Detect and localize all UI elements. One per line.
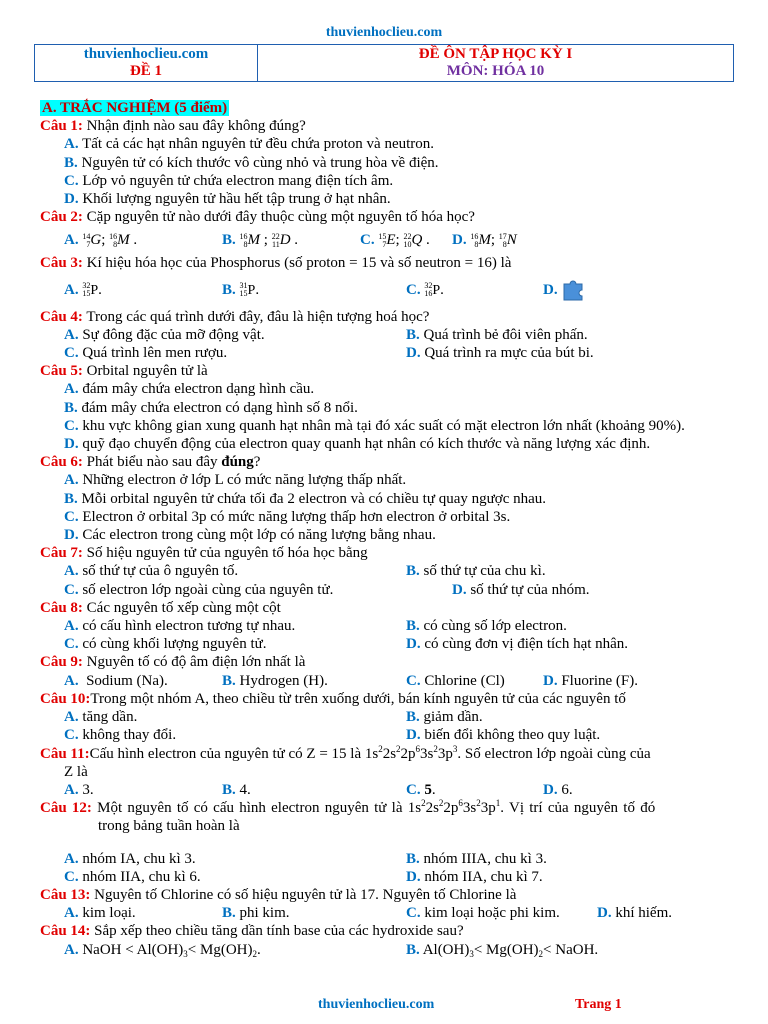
q9-option-d[interactable]	[543, 672, 638, 690]
q6-number: Câu 6:	[40, 454, 83, 471]
label-d: D.	[406, 636, 421, 653]
label-c: C.	[64, 581, 79, 598]
section-title-line	[40, 99, 724, 117]
question-5	[40, 362, 724, 380]
q14-option-b[interactable]: B. $Al(OH)_3< Mg(OH)_2<$ NaOH.	[406, 941, 599, 959]
q3-number: Câu 3:	[40, 255, 83, 272]
q12-option-c[interactable]	[64, 869, 201, 885]
q7-row-1	[40, 562, 724, 580]
option-text: phi kim.	[239, 905, 290, 922]
q10-option-c[interactable]	[64, 727, 176, 743]
q1-option-c[interactable]	[40, 172, 724, 190]
option-text: kim loại hoặc phi kim.	[424, 905, 560, 922]
label-d: D.	[597, 905, 612, 922]
label-a: A.	[64, 136, 79, 153]
label-b: B.	[406, 563, 420, 580]
q14-number: Câu 14:	[40, 923, 91, 940]
label-c: C.	[406, 281, 421, 298]
label-a: A.	[64, 563, 79, 580]
q5-option-a[interactable]	[40, 380, 724, 398]
question-2	[40, 208, 724, 226]
option-text: Mỗi orbital nguyên tử chứa tối đa 2 electron và có chiều tự quay ngược nhau.	[81, 490, 547, 507]
option-text: Những electron ở lớp L có mức năng lượng thấp nhất.	[82, 472, 407, 489]
option-text: số thứ tự của ô nguyên tố.	[82, 563, 239, 580]
q4-option-d[interactable]	[406, 344, 594, 362]
option-text: Sodium (Na).	[86, 672, 168, 689]
label-a: A.	[64, 941, 79, 958]
q12-row-1	[40, 850, 724, 868]
q6-text: Phát biểu nào sau đây	[86, 454, 218, 471]
q7-option-c[interactable]	[64, 582, 333, 598]
question-12: Câu 12: Một nguyên tố có cấu hình electron nguyên tử là $1s^22s^22p^63s^23p^1$. Vị trí của nguyên tố đó	[40, 798, 656, 817]
q9-number: Câu 9:	[40, 654, 83, 671]
header-de: ĐỀ 1	[129, 63, 163, 79]
label-c: C.	[64, 417, 79, 434]
option-text: đám mây chứa electron dạng hình cầu.	[82, 381, 315, 398]
option-text: Electron ở orbital 3p có mức năng lượng thấp hơn electron ở orbital 3s.	[82, 508, 511, 525]
option-text: Hydrogen (H).	[239, 672, 328, 689]
header-right	[258, 45, 734, 82]
header-title: ĐỀ ÔN TẬP HỌC KỲ I	[418, 46, 573, 62]
q4-option-a[interactable]	[64, 327, 265, 343]
label-d: D.	[406, 868, 421, 885]
option-text: Sự đông đặc của mỡ động vật.	[82, 326, 265, 343]
label-d: D.	[543, 672, 558, 689]
option-text: 3.	[82, 781, 94, 798]
label-b: B.	[222, 281, 236, 298]
label-a: A.	[64, 905, 79, 922]
label-a: A.	[64, 472, 79, 489]
q4-number: Câu 4:	[40, 308, 83, 325]
q1-option-d[interactable]	[40, 190, 724, 208]
q3-option-c[interactable]: C. 32 16 P.	[406, 281, 444, 299]
q8-row-2	[40, 635, 724, 653]
label-a: A.	[64, 850, 79, 867]
label-a: A.	[64, 618, 79, 635]
q11-option-a[interactable]	[64, 782, 94, 798]
label-c: C.	[406, 905, 421, 922]
q11-options	[40, 781, 724, 799]
q3-text: Kí hiệu hóa học của Phosphorus (số proton = 15 và số neutron = 16) là	[86, 255, 512, 272]
question-1	[40, 117, 724, 135]
option-text: số electron lớp ngoài cùng của nguyên tử.	[82, 581, 334, 598]
q6-option-b[interactable]	[40, 490, 724, 508]
q13-option-b[interactable]	[222, 904, 290, 922]
label-b: B.	[222, 672, 236, 689]
q8-row-1	[40, 617, 724, 635]
q2-option-c[interactable]: C. 15 7 E; 22 10 Q .	[360, 231, 430, 249]
q5-option-c[interactable]	[40, 417, 724, 435]
q12-option-d[interactable]	[406, 868, 543, 886]
q11-option-b[interactable]	[222, 781, 251, 799]
q2-option-a[interactable]: A. 14 7 G; 16 8 M .	[64, 231, 138, 249]
q12-option-a[interactable]	[64, 851, 196, 867]
option-text: số thứ tự của chu kì.	[423, 563, 546, 580]
exam-content	[40, 99, 724, 959]
option-text: không thay đổi.	[82, 727, 177, 744]
q3-option-a[interactable]: A. 32 15 P.	[64, 281, 102, 299]
question-8	[40, 599, 724, 617]
question-3	[40, 254, 724, 272]
option-text: nhóm IIA, chu kì 6.	[82, 868, 201, 885]
q8-option-c[interactable]	[64, 636, 267, 652]
q10-option-b[interactable]	[406, 708, 483, 726]
option-text: Fluorine (F).	[561, 672, 639, 689]
footer-site: thuvienhoclieu.com	[318, 997, 435, 1012]
label-b: B.	[64, 399, 78, 416]
q4-option-b[interactable]	[406, 326, 588, 344]
question-7	[40, 544, 724, 562]
q10-number: Câu 10:	[40, 690, 91, 707]
q6-option-d[interactable]	[40, 526, 724, 544]
option-text: Quá trình bẻ đôi viên phấn.	[423, 326, 588, 343]
q6-text-end: ?	[253, 454, 261, 471]
q9-options	[40, 672, 724, 690]
q5-option-b[interactable]	[40, 399, 724, 417]
q4-option-c[interactable]	[64, 345, 227, 361]
question-13	[40, 886, 724, 904]
option-text: có cùng đơn vị điện tích hạt nhân.	[424, 636, 629, 653]
option-text: giảm dần.	[423, 709, 483, 726]
q6-option-c[interactable]	[40, 508, 724, 526]
question-10	[40, 690, 724, 708]
q14-option-a[interactable]: A. NaOH < $Al(OH)_3< Mg(OH)_2$.	[64, 941, 261, 959]
q10-option-a[interactable]	[64, 709, 137, 725]
q2-option-b[interactable]: B. 16 8 M ; 22 11 D .	[222, 231, 299, 249]
q8-option-d[interactable]	[406, 635, 628, 653]
q10-text: Trong một nhóm A, theo chiều từ trên xuống dưới, bán kính nguyên tử của các nguyên tố	[90, 690, 626, 707]
q7-number: Câu 7:	[40, 545, 83, 562]
q14-row-1	[40, 941, 724, 959]
label-d: D.	[406, 345, 421, 362]
label-b: B.	[406, 709, 420, 726]
q12-text-3-line	[40, 817, 724, 835]
label-b: B.	[406, 850, 420, 867]
q8-number: Câu 8:	[40, 599, 83, 616]
q2-options	[40, 226, 724, 254]
footer-page-number: Trang 1	[575, 997, 622, 1012]
q3-options	[40, 273, 724, 308]
q7-row-2	[40, 581, 724, 599]
label-a: A.	[64, 381, 79, 398]
q2-text: Cặp nguyên tử nào dưới đây thuộc cùng một nguyên tố hóa học?	[86, 209, 475, 226]
question-11: Câu 11:Cấu hình electron của nguyên tử có Z = 15 là $1s^22s^22p^63s^23p^3$. Số electron lớp ngoài cùng của	[40, 743, 651, 762]
q12-text-3: trong bảng tuần hoàn là	[98, 818, 240, 835]
question-9	[40, 653, 724, 671]
label-c: C.	[64, 345, 79, 362]
label-d: D.	[452, 232, 467, 249]
option-text: có cùng khối lượng nguyên tử.	[82, 636, 267, 653]
option-text: có cấu hình electron tương tự nhau.	[82, 618, 296, 635]
label-b: B.	[222, 781, 236, 798]
q5-number: Câu 5:	[40, 363, 83, 380]
q10-row-2	[40, 726, 724, 744]
label-a: A.	[64, 232, 79, 249]
q9-option-a[interactable]	[64, 673, 168, 689]
label-a: A.	[64, 672, 79, 689]
label-a: A.	[64, 281, 79, 298]
section-title: A. TRẮC NGHIỆM (5 điểm)	[42, 100, 228, 116]
option-text: số thứ tự của nhóm.	[470, 581, 590, 598]
label-a: A.	[64, 709, 79, 726]
label-d: D.	[406, 727, 421, 744]
option-text: biến đổi không theo quy luật.	[424, 727, 601, 744]
q9-option-b[interactable]	[222, 672, 328, 690]
label-d: D.	[543, 781, 558, 798]
label-b: B.	[64, 154, 78, 171]
q12-row-2	[40, 868, 724, 886]
q11-text: Cấu hình electron của nguyên tử có Z = 15 là	[89, 745, 362, 762]
q5-text: Orbital nguyên tử là	[86, 363, 208, 380]
q9-option-c[interactable]	[406, 672, 505, 690]
q12-option-b[interactable]	[406, 850, 547, 868]
option-text: Quá trình lên men rượu.	[82, 345, 228, 362]
option-text: nhóm IIA, chu kì 7.	[424, 868, 543, 885]
q8-text: Các nguyên tố xếp cùng một cột	[86, 599, 281, 616]
option-text: 5	[424, 781, 432, 798]
label-d: D.	[64, 527, 79, 544]
q10-option-d[interactable]	[406, 726, 600, 744]
q2-option-d[interactable]: D. 16 8 M; 17 8 N	[452, 231, 517, 249]
q6-option-a[interactable]	[40, 471, 724, 489]
label-b: B.	[406, 618, 420, 635]
q4-row-2	[40, 344, 724, 362]
q1-option-b[interactable]	[40, 154, 724, 172]
q7-text: Số hiệu nguyên tử của nguyên tố hóa học bằng	[86, 545, 368, 562]
q6-text-bold: đúng	[221, 454, 254, 471]
q13-number: Câu 13:	[40, 886, 91, 903]
q8-option-a[interactable]	[64, 618, 295, 634]
label-c: C.	[360, 232, 375, 249]
option-text: nhóm IA, chu kì 3.	[82, 850, 196, 867]
q8-option-b[interactable]	[406, 617, 567, 635]
q7-option-d[interactable]	[452, 581, 590, 599]
label-c: C.	[406, 672, 421, 689]
q2-number: Câu 2:	[40, 209, 83, 226]
header-table	[34, 44, 734, 82]
q13-options	[40, 904, 724, 922]
q11-text-3-line	[40, 763, 724, 781]
q7-option-a[interactable]	[64, 563, 238, 579]
q1-option-a[interactable]	[40, 135, 724, 153]
q11-option-d[interactable]	[543, 781, 573, 799]
q5-option-d[interactable]	[40, 435, 724, 453]
option-text: Tất cả các hạt nhân nguyên tử đều chứa proton và neutron.	[82, 136, 435, 153]
label-d: D.	[64, 436, 79, 453]
option-text: Lớp vỏ nguyên tử chứa electron mang điện tích âm.	[82, 172, 394, 189]
q11-number: Câu 11:	[40, 745, 90, 762]
q13-option-c[interactable]	[406, 904, 560, 922]
label-d: D.	[452, 581, 467, 598]
label-d: D.	[64, 191, 79, 208]
option-text: tăng dần.	[82, 709, 138, 726]
q14-text: Sắp xếp theo chiều tăng dần tính base của các hydroxide sau?	[94, 923, 464, 940]
header-site: thuvienhoclieu.com	[83, 46, 209, 62]
q3-option-d[interactable]	[543, 273, 587, 307]
option-text: 6.	[561, 781, 573, 798]
q4-row-1	[40, 326, 724, 344]
q13-option-d[interactable]	[597, 904, 672, 922]
option-text: có cùng số lớp electron.	[423, 618, 567, 635]
label-c: C.	[64, 172, 79, 189]
label-b: B.	[222, 232, 236, 249]
label-c: C.	[64, 508, 79, 525]
label-d: D.	[543, 281, 558, 298]
question-14	[40, 922, 724, 940]
option-text: khu vực không gian xung quanh hạt nhân mà tại đó xác suất có mặt electron lớn nhất (khoảng 90%).	[82, 417, 685, 434]
header-subject: MÔN: HÓA 10	[446, 63, 545, 79]
label-c: C.	[64, 868, 79, 885]
q9-text: Nguyên tố có độ âm điện lớn nhất là	[86, 654, 306, 671]
missing-image-puzzle-icon	[561, 279, 587, 301]
label-b: B.	[64, 490, 78, 507]
label-b: B.	[406, 326, 420, 343]
q12-text: Một nguyên tố có cấu hình electron nguyên tử là	[97, 800, 403, 817]
option-text: đám mây chứa electron có dạng hình số 8 nổi.	[81, 399, 358, 416]
header-left	[35, 45, 258, 82]
label-a: A.	[64, 326, 79, 343]
label-c: C.	[406, 781, 421, 798]
q4-text: Trong các quá trình dưới đây, đâu là hiện tượng hoá học?	[86, 308, 430, 325]
option-text: Các electron trong cùng một lớp có năng lượng bằng nhau.	[82, 527, 436, 544]
option-text: nhóm IIIA, chu kì 3.	[423, 850, 547, 867]
option-text-end: .	[431, 781, 436, 798]
label-b: B.	[222, 905, 236, 922]
label-c: C.	[64, 727, 79, 744]
q10-row-1	[40, 708, 724, 726]
q3-option-b[interactable]: B. 31 15 P.	[222, 281, 260, 299]
q11-option-c[interactable]	[406, 781, 436, 799]
label-c: C.	[64, 636, 79, 653]
q11-text-3: Z là	[64, 763, 88, 780]
q1-text: Nhận định nào sau đây không đúng?	[86, 118, 306, 135]
q13-option-a[interactable]	[64, 905, 136, 921]
label-b: B.	[406, 941, 420, 958]
q12-text-2: Vị trí của nguyên tố đó	[509, 800, 656, 817]
q7-option-b[interactable]	[406, 562, 546, 580]
option-text: quỹ đạo chuyển động của electron quay quanh hạt nhân có kích thước và năng lượng xác định.	[82, 436, 651, 453]
q12-number: Câu 12:	[40, 800, 92, 817]
option-text: Quá trình ra mực của bút bi.	[424, 345, 594, 362]
option-text: kim loại.	[82, 905, 136, 922]
option-text: Chlorine (Cl)	[424, 672, 505, 689]
option-text: Nguyên tử có kích thước vô cùng nhỏ và trung hòa về điện.	[81, 154, 439, 171]
q1-number: Câu 1:	[40, 118, 83, 135]
option-text: khí hiếm.	[615, 905, 673, 922]
question-6	[40, 453, 724, 471]
q13-text: Nguyên tố Chlorine có số hiệu nguyên tử là 17. Nguyên tố Chlorine là	[94, 886, 517, 903]
site-top-link: thuvienhoclieu.com	[325, 25, 443, 40]
option-text: Khối lượng nguyên tử hầu hết tập trung ở hạt nhân.	[82, 191, 391, 208]
option-text: 4.	[239, 781, 251, 798]
label-a: A.	[64, 781, 79, 798]
q11-text-2: Số electron lớp ngoài cùng của	[464, 745, 651, 762]
question-4	[40, 308, 724, 326]
